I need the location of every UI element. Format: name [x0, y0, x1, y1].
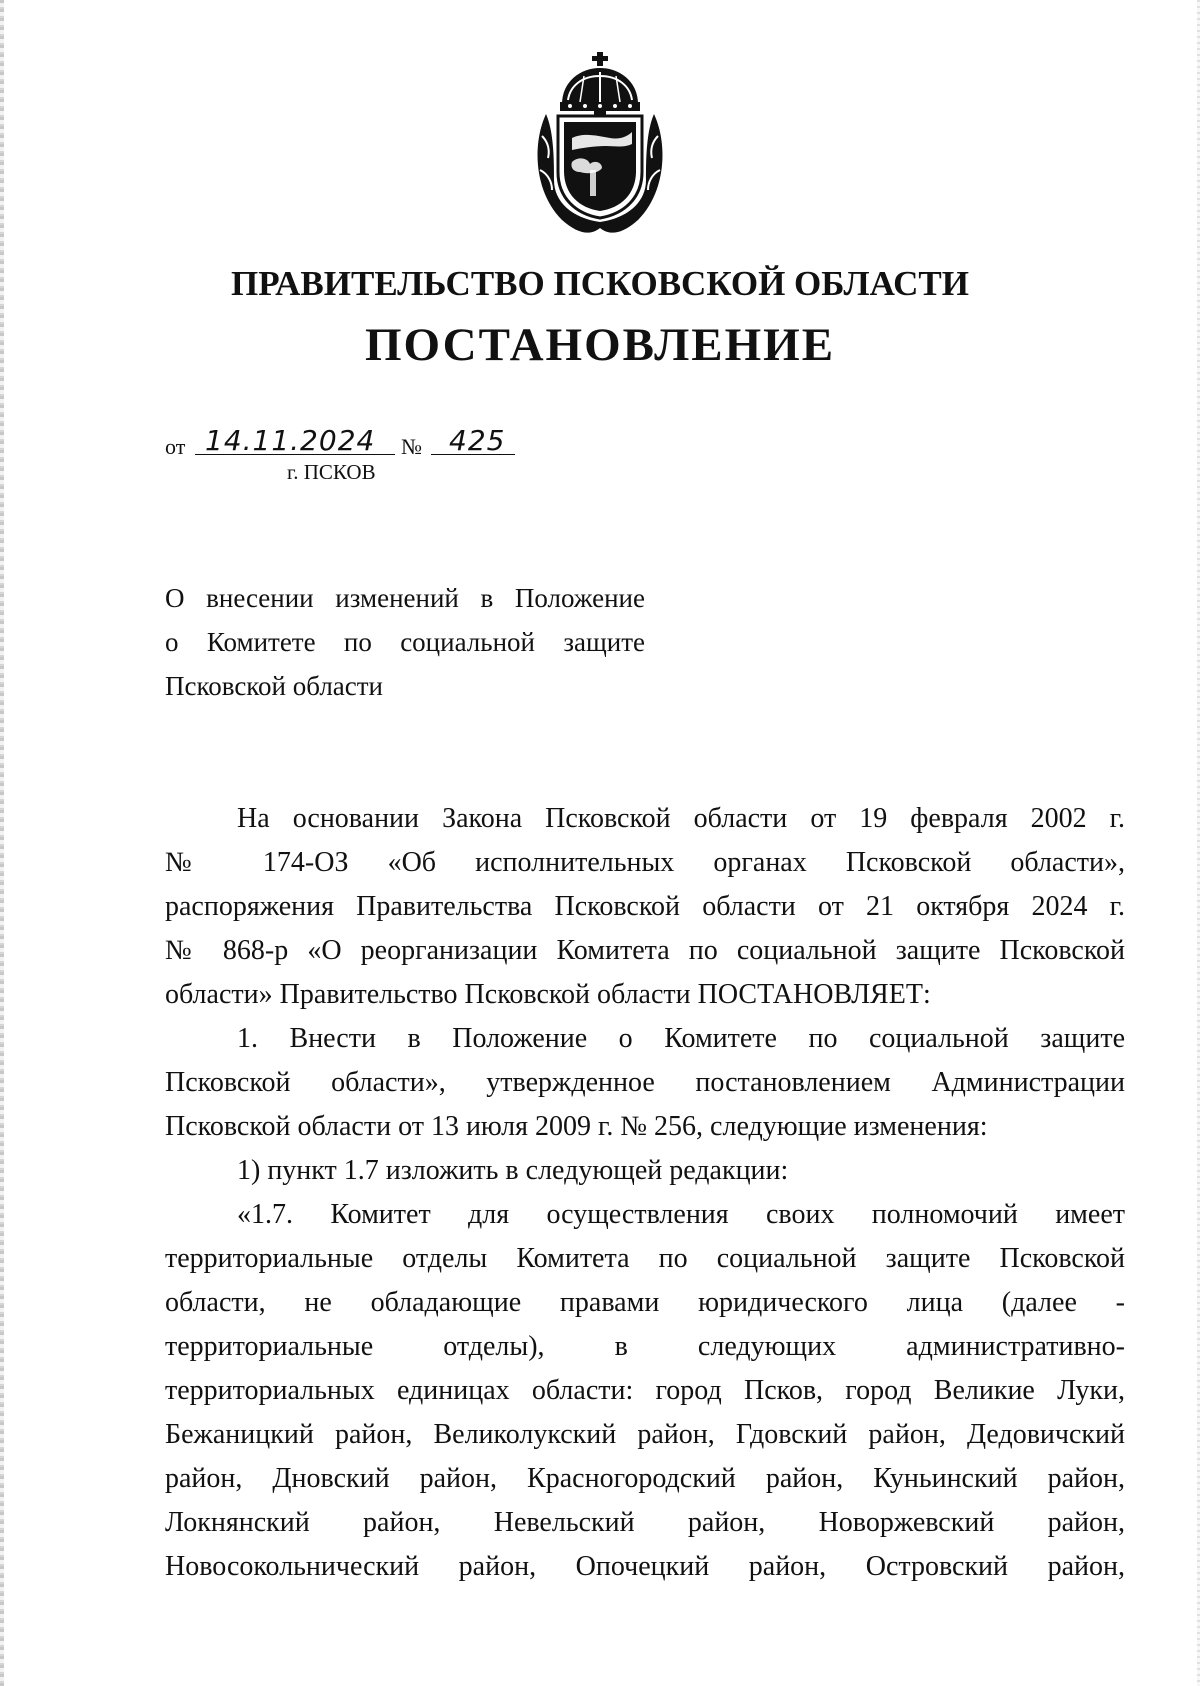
- scan-edge-left: [0, 0, 4, 1686]
- body-line: 1) пункт 1.7 изложить в следующей редакции:: [237, 1155, 789, 1186]
- document-date: 14.11.2024: [205, 424, 376, 457]
- number-prefix: №: [401, 434, 422, 459]
- body-line: «1.7. Комитет для осуществления своих полномочий имеет: [237, 1199, 1125, 1230]
- body-line: Псковской области», утвержденное постановлением Администрации: [165, 1067, 1125, 1098]
- date-prefix: от: [165, 434, 186, 459]
- body-line: области» Правительство Псковской области ПОСТАНОВЛЯЕТ:: [165, 979, 931, 1010]
- body-line: Псковской области от 13 июля 2009 г. № 256, следующие изменения:: [165, 1111, 988, 1142]
- body-line: На основании Закона Псковской области от 19 февраля 2002 г.: [237, 803, 1125, 834]
- document-requisites: [165, 424, 565, 488]
- body-line: территориальных единицах области: город Псков, город Великие Луки,: [165, 1375, 1125, 1406]
- government-title: ПРАВИТЕЛЬСТВО ПСКОВСКОЙ ОБЛАСТИ: [231, 264, 969, 303]
- pskov-coat-of-arms-icon: [528, 52, 672, 237]
- document-type-title: ПОСТАНОВЛЕНИЕ: [364, 319, 836, 371]
- body-line: Бежаницкий район, Великолукский район, Гдовский район, Дедовичский: [165, 1419, 1125, 1450]
- body-line: 1. Внести в Положение о Комитете по социальной защите: [237, 1023, 1125, 1054]
- document-number: 425: [449, 424, 506, 457]
- body-line: № 868-р «О реорганизации Комитета по социальной защите Псковской: [165, 935, 1125, 966]
- subject-line: О внесении изменений в Положение: [165, 583, 645, 613]
- document-subject: [165, 576, 645, 708]
- body-line: территориальные отделы Комитета по социальной защите Псковской: [165, 1243, 1125, 1274]
- subject-line: Псковской области: [165, 671, 384, 701]
- body-line: области, не обладающие правами юридического лица (далее -: [165, 1287, 1125, 1318]
- body-line: Новосокольнический район, Опочецкий район, Островский район,: [165, 1551, 1125, 1582]
- body-line: район, Дновский район, Красногородский район, Куньинский район,: [165, 1463, 1125, 1494]
- body-line: № 174-ОЗ «Об исполнительных органах Псковской области»,: [165, 847, 1125, 878]
- document-city: г. ПСКОВ: [287, 460, 376, 484]
- body-line: территориальные отделы), в следующих административно-: [165, 1331, 1125, 1362]
- body-line: Локнянский район, Невельский район, Новоржевский район,: [165, 1507, 1125, 1538]
- document-body: [165, 797, 1125, 1589]
- body-line: распоряжения Правительства Псковской области от 21 октября 2024 г.: [165, 891, 1125, 922]
- subject-line: о Комитете по социальной защите: [165, 627, 645, 657]
